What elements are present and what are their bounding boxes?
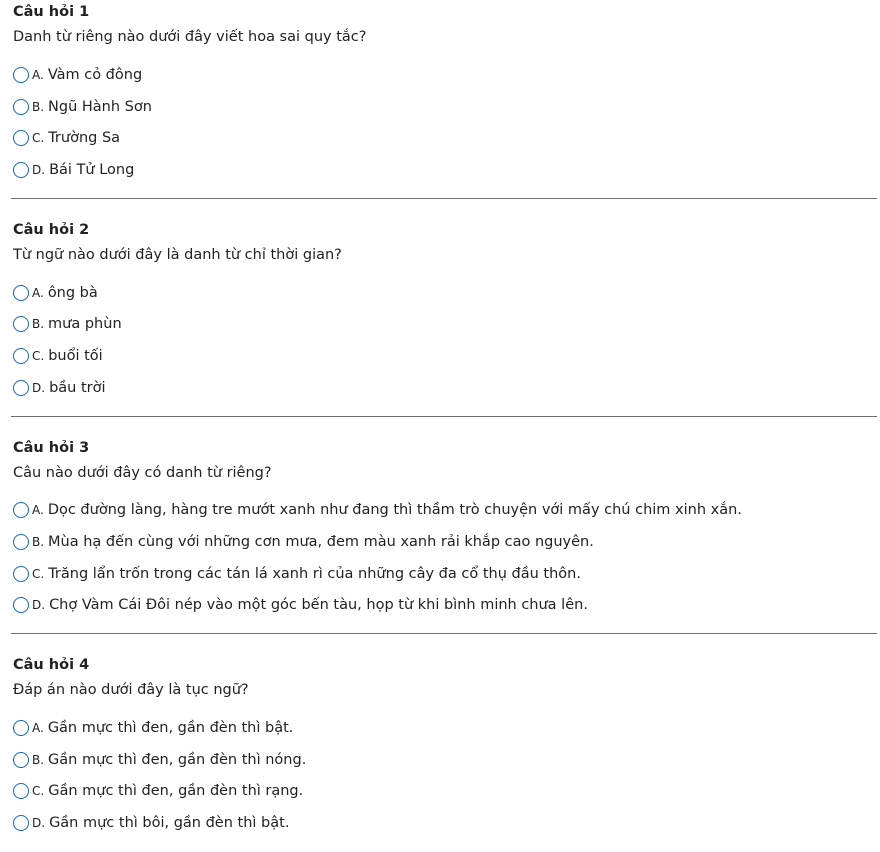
option-b[interactable] [13,744,877,776]
question-1 [0,0,880,186]
radio-button-icon[interactable] [13,534,29,550]
radio-button-icon[interactable] [13,815,29,831]
option-letter: B. [32,752,45,767]
option-text: mưa phùn [48,316,122,333]
option-letter: C. [32,348,45,363]
option-text: Trăng lẩn trốn trong các tán lá xanh rì của những cây đa cổ thụ đầu thôn. [48,565,581,582]
option-letter: B. [32,99,45,114]
question-3 [0,417,880,622]
radio-button-icon[interactable] [13,130,29,146]
option-a[interactable] [13,495,877,527]
radio-button-icon[interactable] [13,99,29,115]
option-c[interactable] [13,122,877,154]
option-a[interactable] [13,277,877,309]
radio-button-icon[interactable] [13,67,29,83]
option-text: Chợ Vàm Cái Đôi nép vào một góc bến tàu, họp từ khi bình minh chưa lên. [49,597,588,614]
option-letter: A. [32,67,44,82]
options-list [13,59,877,186]
radio-button-icon[interactable] [13,348,29,364]
option-d[interactable] [13,590,877,622]
option-text: bầu trời [49,379,106,396]
option-text: Vàm cỏ đông [47,66,143,83]
options-list [13,712,877,839]
option-text: buổi tối [48,347,103,364]
option-letter: C. [32,784,45,799]
question-2 [0,199,880,404]
option-d[interactable] [13,372,877,404]
option-text: Gần mực thì bôi, gần đèn thì bật. [49,815,290,832]
option-b[interactable] [13,526,877,558]
radio-button-icon[interactable] [13,752,29,768]
question-text: Từ ngữ nào dưới đây là danh từ chỉ thời gian? [13,246,342,263]
radio-button-icon[interactable] [13,316,29,332]
question-4 [0,634,880,839]
question-title: Câu hỏi 3 [13,439,90,456]
option-letter: D. [32,598,46,613]
option-text: Ngũ Hành Sơn [48,98,152,115]
option-letter: A. [32,503,44,518]
question-title: Câu hỏi 1 [13,4,90,20]
option-letter: A. [32,285,44,300]
question-text: Câu nào dưới đây có danh từ riêng? [13,464,272,481]
option-letter: D. [32,816,46,831]
question-text: Đáp án nào dưới đây là tục ngữ? [13,682,249,699]
option-letter: B. [32,317,45,332]
radio-button-icon[interactable] [13,502,29,518]
option-a[interactable] [13,712,877,744]
radio-button-icon[interactable] [13,720,29,736]
question-title: Câu hỏi 4 [13,657,90,674]
option-text: Trường Sa [48,130,121,147]
option-letter: B. [32,535,45,550]
option-text: Dọc đường làng, hàng tre mướt xanh như đang thì thầm trò chuyện với mấy chú chim xinh xắn. [47,502,742,519]
option-letter: C. [32,566,45,581]
question-text: Danh từ riêng nào dưới đây viết hoa sai quy tắc? [13,29,367,45]
radio-button-icon[interactable] [13,162,29,178]
option-c[interactable] [13,776,877,808]
options-list [13,495,877,622]
radio-button-icon[interactable] [13,285,29,301]
radio-button-icon[interactable] [13,380,29,396]
option-letter: C. [32,131,45,146]
option-c[interactable] [13,558,877,590]
option-letter: D. [32,162,46,177]
option-text: Mùa hạ đến cùng với những cơn mưa, đem màu xanh rải khắp cao nguyên. [48,534,594,551]
option-letter: D. [32,380,46,395]
option-text: Gần mực thì đen, gần đèn thì bật. [47,720,294,737]
option-a[interactable] [13,59,877,91]
radio-button-icon[interactable] [13,597,29,613]
radio-button-icon[interactable] [13,566,29,582]
option-letter: A. [32,721,44,736]
option-text: Gần mực thì đen, gần đèn thì nóng. [48,751,307,768]
option-c[interactable] [13,340,877,372]
option-d[interactable] [13,807,877,839]
radio-button-icon[interactable] [13,783,29,799]
option-text: Bái Tử Long [49,161,135,178]
options-list [13,277,877,404]
option-text: Gần mực thì đen, gần đèn thì rạng. [48,783,304,800]
option-text: ông bà [47,284,98,301]
option-b[interactable] [13,91,877,123]
option-b[interactable] [13,308,877,340]
option-d[interactable] [13,154,877,186]
question-title: Câu hỏi 2 [13,221,90,238]
